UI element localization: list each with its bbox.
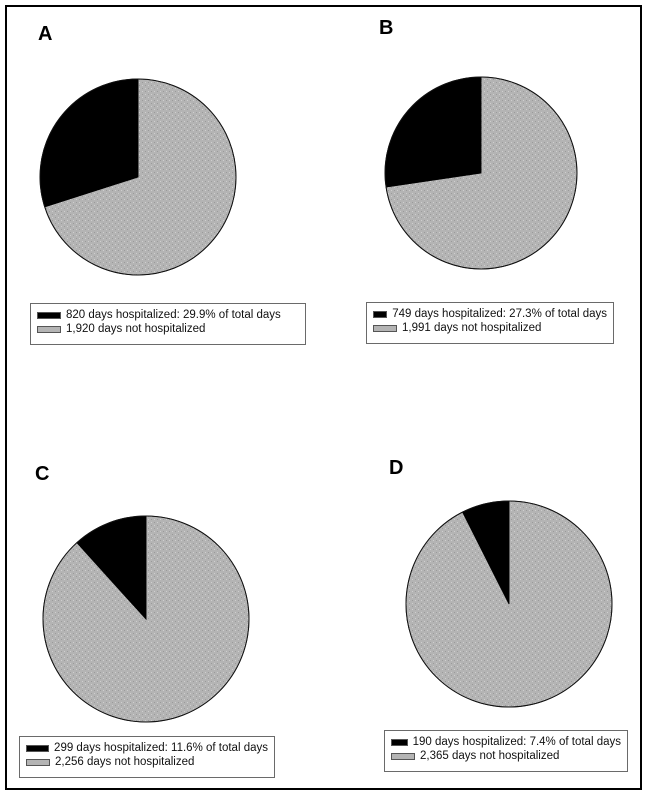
legend-item-not-hospitalized [37, 322, 299, 336]
legend-swatch-not-hospitalized [391, 753, 415, 760]
legend-label-not-hospitalized: 1,920 days not hospitalized [66, 323, 206, 335]
legend-swatch-not-hospitalized [37, 326, 61, 333]
legend-item-hospitalized [373, 307, 607, 321]
legend-d [384, 730, 628, 772]
pie-chart-a [7, 7, 327, 307]
legend-item-hospitalized [391, 735, 621, 749]
legend-swatch-hospitalized [391, 739, 408, 746]
pie-chart-b [325, 7, 640, 307]
legend-swatch-hospitalized [26, 745, 49, 752]
legend-label-not-hospitalized: 2,365 days not hospitalized [420, 750, 560, 762]
legend-swatch-not-hospitalized [26, 759, 50, 766]
panel-b [325, 7, 640, 397]
legend-label-hospitalized: 820 days hospitalized: 29.9% of total days [66, 309, 281, 321]
legend-swatch-hospitalized [37, 312, 61, 319]
panel-label-b: B [379, 17, 394, 39]
legend-b [366, 302, 614, 344]
legend-label-not-hospitalized: 1,991 days not hospitalized [402, 322, 542, 334]
legend-item-hospitalized [37, 308, 299, 322]
panel-label-c: C [35, 463, 50, 485]
panel-label-d: D [389, 457, 404, 479]
legend-label-not-hospitalized: 2,256 days not hospitalized [55, 756, 195, 768]
panel-d [325, 447, 640, 787]
legend-item-not-hospitalized [26, 755, 268, 769]
panel-c [7, 447, 327, 787]
legend-item-hospitalized [26, 741, 268, 755]
pie-chart-c [7, 447, 327, 737]
legend-item-not-hospitalized [391, 749, 621, 763]
legend-label-hospitalized: 299 days hospitalized: 11.6% of total days [54, 742, 268, 754]
legend-swatch-not-hospitalized [373, 325, 397, 332]
legend-swatch-hospitalized [373, 311, 387, 318]
figure-frame [5, 5, 642, 790]
legend-a [30, 303, 306, 345]
panel-a [7, 7, 327, 397]
legend-item-not-hospitalized [373, 321, 607, 335]
panel-label-a: A [38, 23, 53, 45]
legend-label-hospitalized: 190 days hospitalized: 7.4% of total days [412, 736, 621, 748]
pie-slice-hospitalized [385, 77, 481, 187]
pie-chart-d [325, 447, 640, 737]
legend-label-hospitalized: 749 days hospitalized: 27.3% of total days [392, 308, 607, 320]
legend-c [19, 736, 275, 778]
